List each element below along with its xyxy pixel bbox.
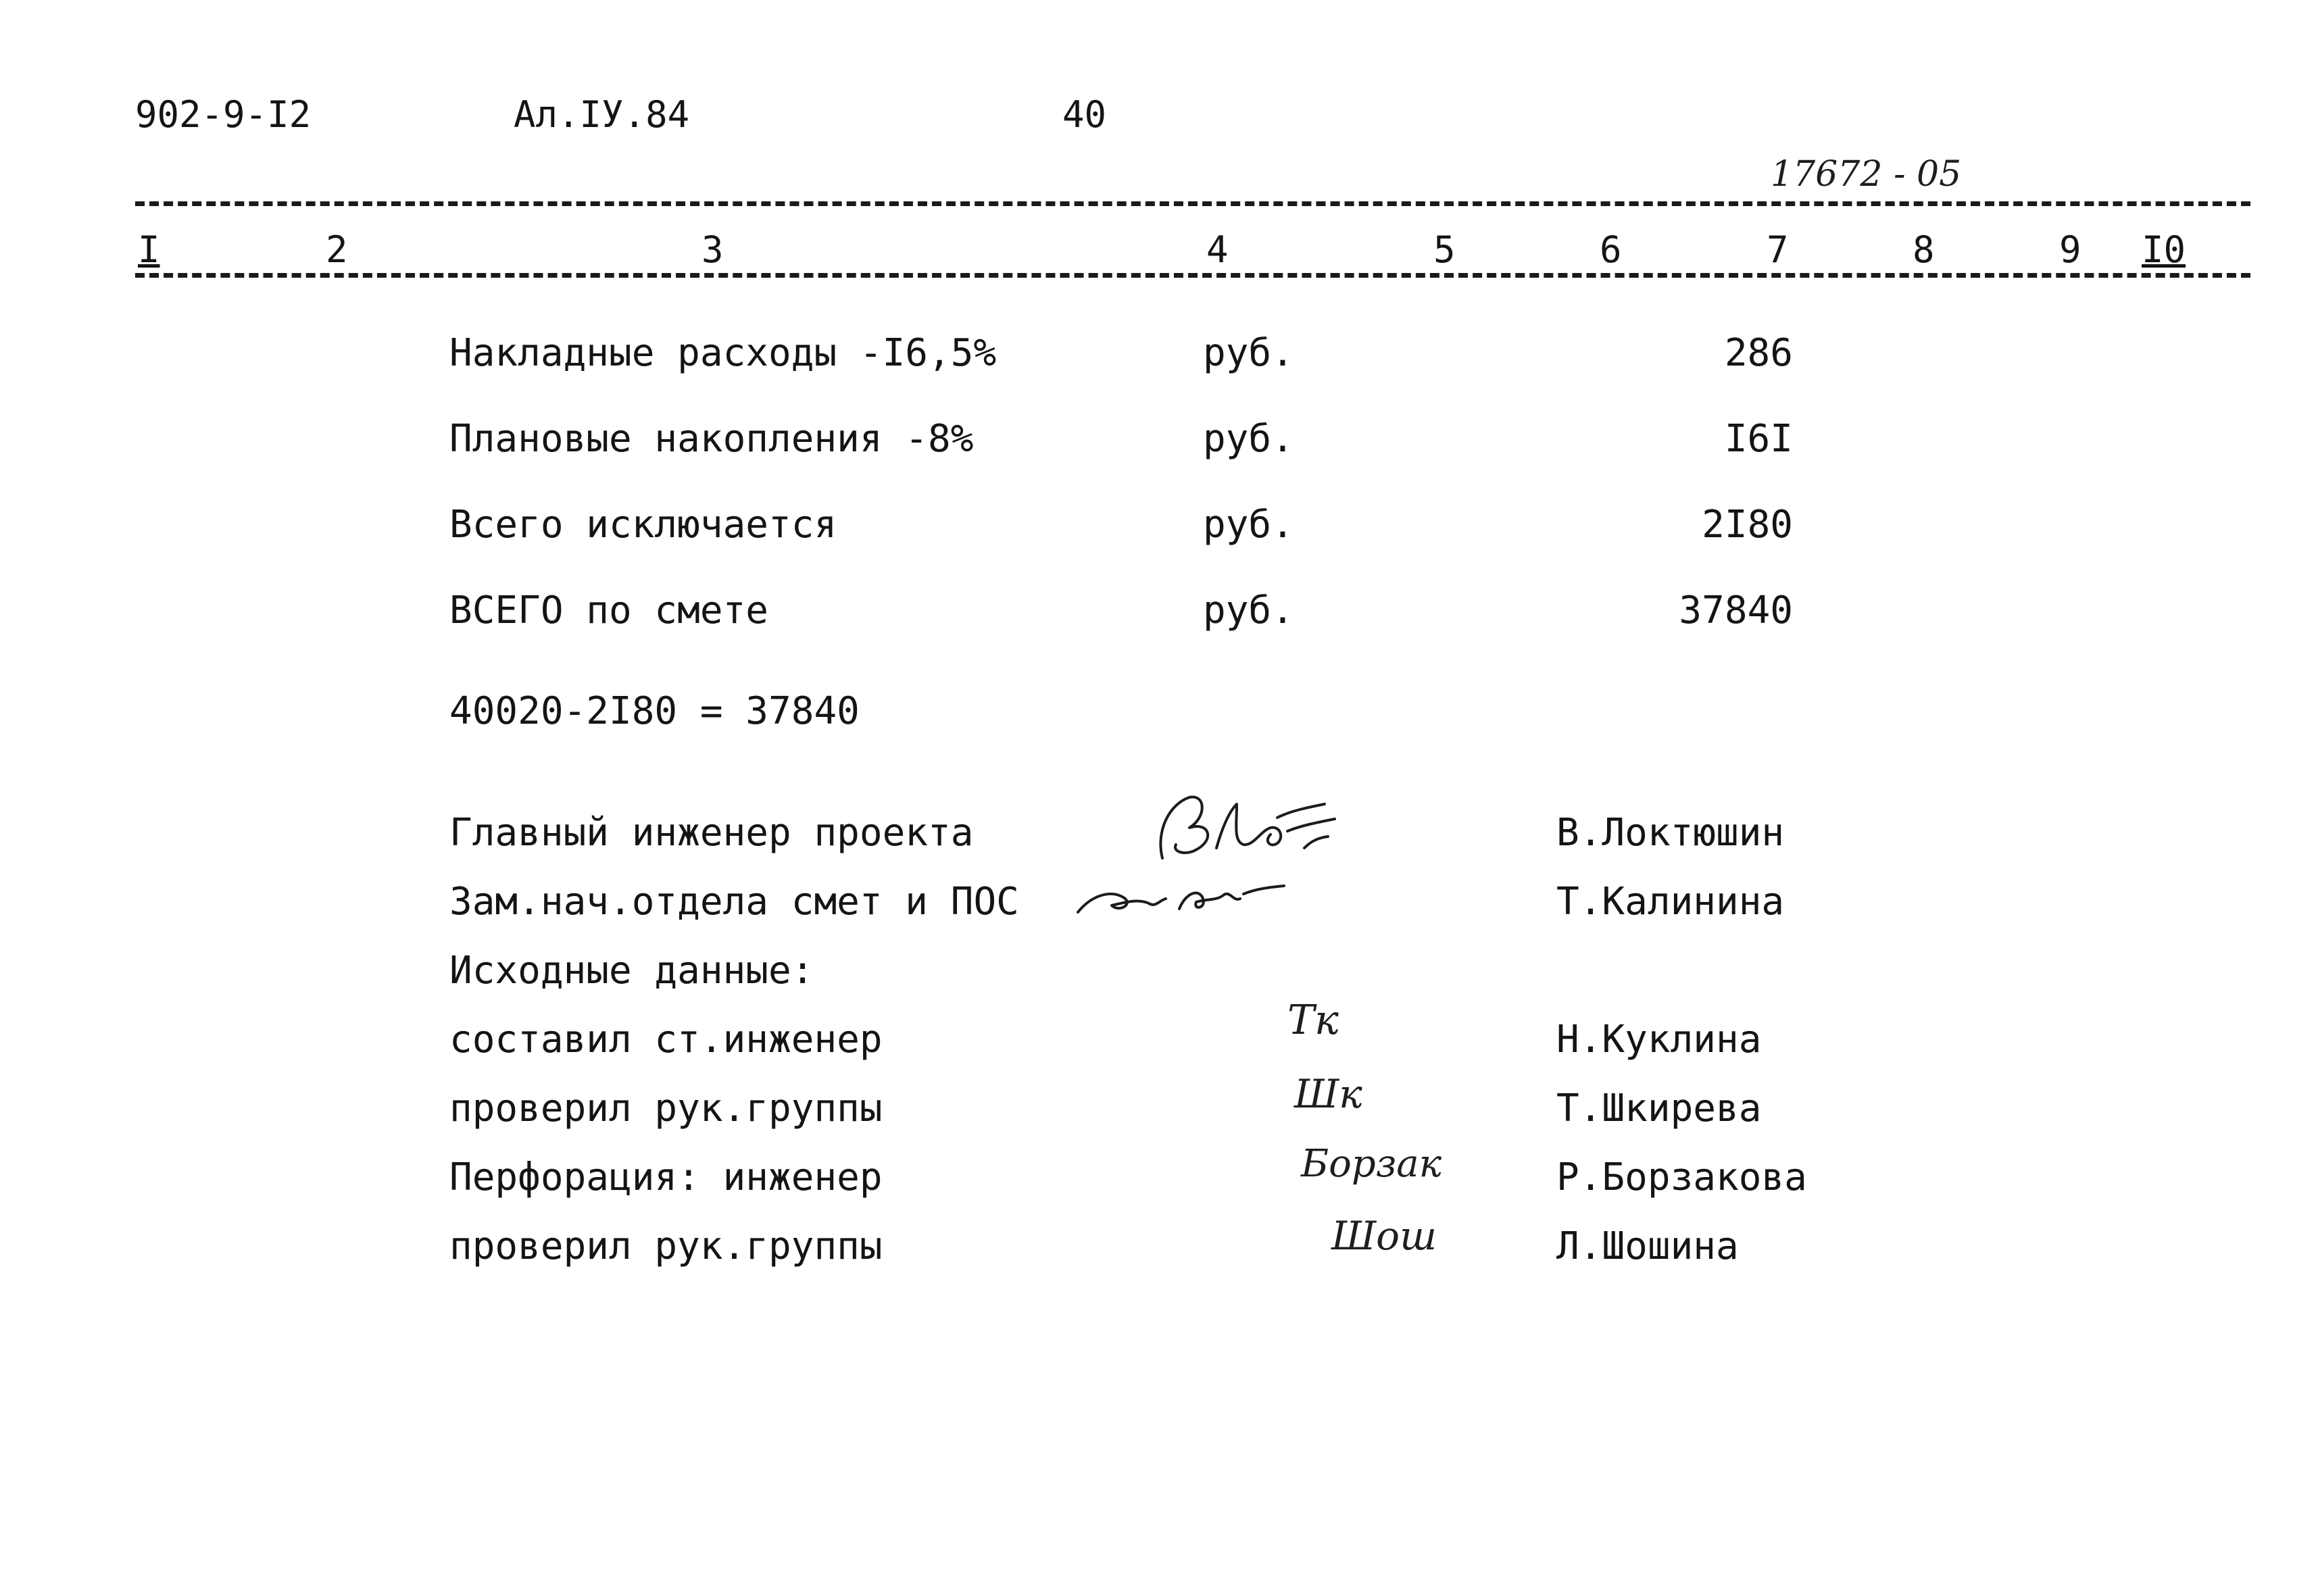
signature-shoshina-mark: Шош [1331, 1213, 1437, 1259]
album-number: Ал.IУ.84 [514, 93, 690, 136]
handwritten-code: 17672 - 05 [1771, 154, 1962, 195]
row-label-estimate-total: ВСЕГО по смете [449, 589, 769, 632]
column-number-5: 5 [1433, 228, 1456, 271]
page-number: 40 [1062, 93, 1107, 136]
column-number-1: I [138, 228, 160, 271]
row-unit-estimate-total: руб. [1203, 589, 1294, 632]
signature-name-shkireva: Т.Шкирева [1556, 1087, 1762, 1130]
row-unit-planned-savings: руб. [1203, 417, 1294, 461]
signature-role-deputy-head: Зам.нач.отдела смет и ПОС [449, 880, 1019, 924]
row-value-planned-savings: I6I [1724, 417, 1793, 461]
table-top-rule [135, 201, 2250, 206]
signature-kalinina-mark [1071, 868, 1287, 922]
column-number-8: 8 [1913, 228, 1935, 271]
column-number-6: 6 [1600, 228, 1622, 271]
signature-role-perforation: Перфорация: инженер [449, 1155, 883, 1199]
column-number-4: 4 [1206, 228, 1229, 271]
table-header-rule [135, 273, 2250, 278]
document-number: 902-9-I2 [135, 93, 312, 136]
column-number-3: 3 [701, 228, 724, 271]
row-label-overhead: Накладные расходы -I6,5% [449, 331, 997, 375]
source-data-heading: Исходные данные: [449, 949, 814, 993]
signature-shkireva-mark: Шк [1294, 1071, 1362, 1117]
row-value-overhead: 286 [1724, 331, 1793, 375]
calculation-line: 40020-2I80 = 37840 [449, 689, 860, 733]
row-unit-overhead: руб. [1203, 331, 1294, 375]
column-number-7: 7 [1767, 228, 1789, 271]
signature-borzakova-mark: Борзак [1301, 1142, 1442, 1186]
signature-name-borzakova: Р.Борзакова [1556, 1155, 1807, 1199]
signature-kuklina-mark: Тк [1287, 997, 1339, 1044]
column-number-2: 2 [326, 228, 348, 271]
signature-role-compiled: составил ст.инженер [449, 1018, 883, 1062]
row-label-total-excluded: Всего исключается [449, 503, 837, 547]
signature-role-checked-1: проверил рук.группы [449, 1087, 883, 1130]
signature-name-kuklina: Н.Куклина [1556, 1018, 1762, 1062]
signature-name-shoshina: Л.Шошина [1556, 1224, 1739, 1268]
row-value-estimate-total: 37840 [1679, 589, 1793, 632]
signature-role-chief-engineer: Главный инженер проекта [449, 811, 974, 855]
row-value-total-excluded: 2I80 [1702, 503, 1793, 547]
signature-name-loktyushin: В.Локтюшин [1556, 811, 1785, 855]
row-unit-total-excluded: руб. [1203, 503, 1294, 547]
signature-loktyushin-mark [1142, 784, 1345, 872]
signature-role-checked-2: проверил рук.группы [449, 1224, 883, 1268]
signature-name-kalinina: Т.Калинина [1556, 880, 1785, 924]
column-number-9: 9 [2059, 228, 2081, 271]
column-number-10: I0 [2142, 228, 2186, 271]
row-label-planned-savings: Плановые накопления -8% [449, 417, 974, 461]
